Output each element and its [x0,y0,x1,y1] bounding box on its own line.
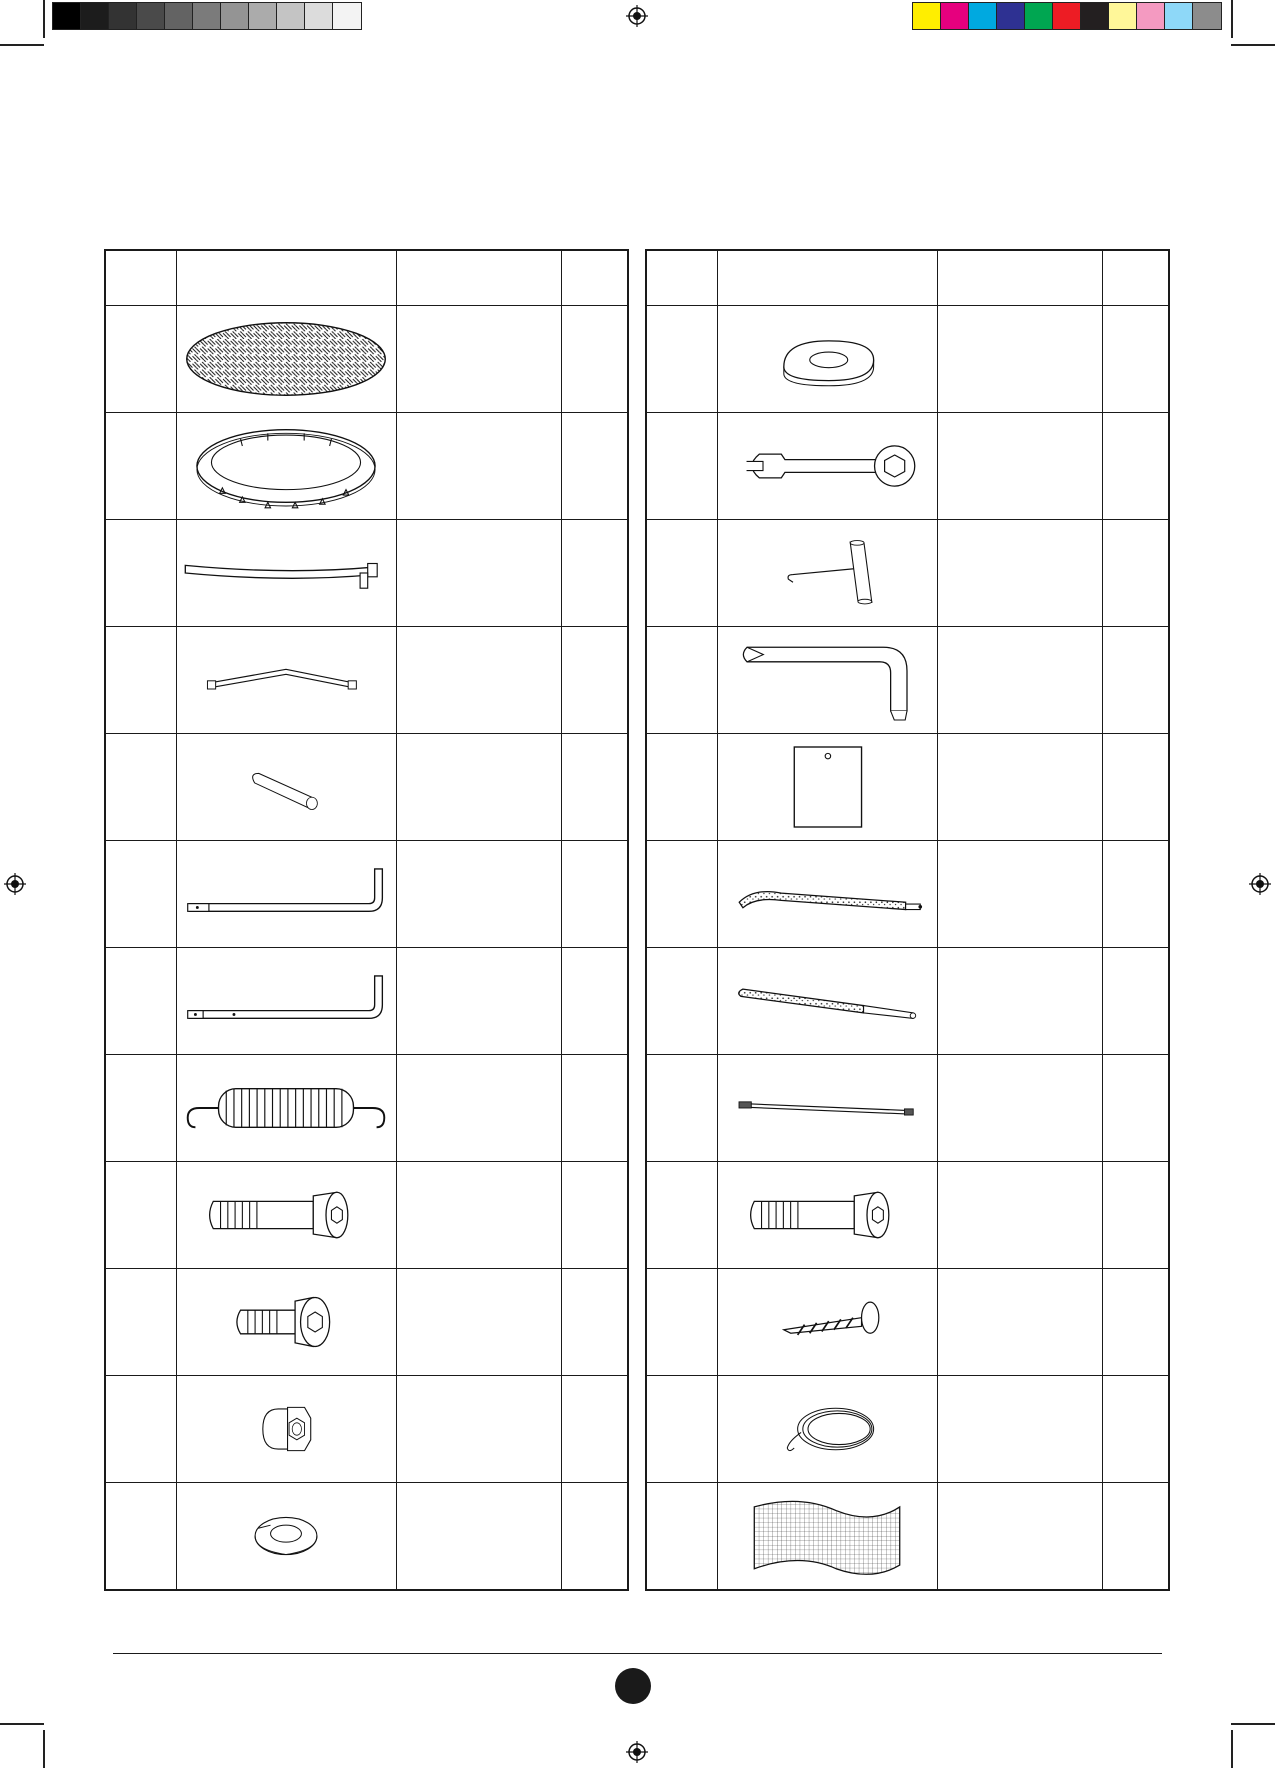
table-row [646,1376,1169,1483]
part-quantity-cell [561,841,628,948]
part-quantity-cell [561,1269,628,1376]
table-row [646,1483,1169,1591]
part-number-cell [105,1269,176,1376]
calibration-swatch [1108,2,1137,30]
part-description-cell [396,627,561,734]
header-cell [105,250,176,306]
calibration-swatch [108,2,137,30]
part-quantity-cell [1102,1055,1169,1162]
part-image-cell [176,627,396,734]
table-row [105,1162,628,1269]
part-quantity-cell [1102,1269,1169,1376]
part-number-cell [646,1483,717,1591]
calibration-swatch [80,2,109,30]
parts-table-left [104,249,629,1591]
part-description-cell [396,948,561,1055]
part-number-cell [105,413,176,520]
part-number-cell [105,948,176,1055]
part-quantity-cell [561,1376,628,1483]
header-cell [1102,250,1169,306]
table-row [105,1269,628,1376]
part-image-cell [717,1269,937,1376]
header-row [105,250,628,306]
part-image-cell [717,734,937,841]
part-description-cell [937,841,1102,948]
part-quantity-cell [1102,520,1169,627]
calibration-swatch [1164,2,1193,30]
part-number-cell [646,520,717,627]
part-description-cell [937,1269,1102,1376]
coiled-wire-icon [732,1393,922,1465]
part-quantity-cell [1102,1162,1169,1269]
part-description-cell [396,413,561,520]
part-image-cell [176,948,396,1055]
table-row [646,734,1169,841]
calibration-swatch [1192,2,1222,30]
table-row [105,627,628,734]
part-number-cell [105,734,176,841]
calibration-swatch [1136,2,1165,30]
crop-mark [0,44,44,46]
part-number-cell [105,627,176,734]
header-cell [937,250,1102,306]
calibration-swatch [136,2,165,30]
part-image-cell [717,1376,937,1483]
header-cell [396,250,561,306]
part-description-cell [396,734,561,841]
part-description-cell [937,306,1102,413]
wood-screw-icon [732,1290,922,1354]
header-cell [717,250,937,306]
part-image-cell [717,1162,937,1269]
calibration-swatch [304,2,333,30]
part-number-cell [646,1269,717,1376]
part-image-cell [176,734,396,841]
part-quantity-cell [561,520,628,627]
part-number-cell [646,413,717,520]
calibration-swatch [1024,2,1053,30]
long-hex-bolt-icon [186,1183,386,1247]
frame-ring-with-springs-icon [186,420,386,512]
l-shaped-leg-one-hole-icon [180,865,392,923]
tag-card-icon [727,741,927,833]
calibration-swatch [276,2,305,30]
part-number-cell [105,1376,176,1483]
table-row [646,520,1169,627]
page-number-badge [615,1668,651,1704]
part-quantity-cell [561,306,628,413]
safety-net-icon [727,1489,927,1583]
table-row [105,734,628,841]
part-number-cell [646,306,717,413]
part-quantity-cell [561,1483,628,1591]
crop-mark [1231,0,1233,38]
part-description-cell [396,1162,561,1269]
part-number-cell [646,1055,717,1162]
part-image-cell [717,948,937,1055]
table-row [646,841,1169,948]
table-row [105,520,628,627]
part-image-cell [176,520,396,627]
l-shaped-leg-two-holes-icon [180,972,392,1030]
part-number-cell [646,734,717,841]
part-number-cell [646,627,717,734]
calibration-swatch [940,2,969,30]
table-row [646,948,1169,1055]
part-quantity-cell [561,1055,628,1162]
part-image-cell [176,1269,396,1376]
calibration-swatch [1052,2,1081,30]
part-image-cell [176,841,396,948]
table-row [646,627,1169,734]
table-row [646,413,1169,520]
part-quantity-cell [561,1162,628,1269]
part-quantity-cell [1102,1376,1169,1483]
part-description-cell [937,413,1102,520]
straight-padded-net-pole-icon [721,969,933,1033]
part-image-cell [717,841,937,948]
table-row [105,1376,628,1483]
crop-mark [0,1723,44,1725]
part-description-cell [396,520,561,627]
registration-mark-icon [626,5,648,27]
part-image-cell [176,306,396,413]
part-image-cell [176,1162,396,1269]
cap-nut-icon [201,1392,371,1466]
part-quantity-cell [561,948,628,1055]
trampoline-mat-icon [181,315,391,403]
calibration-swatch [968,2,997,30]
part-image-cell [717,1055,937,1162]
table-row [646,1055,1169,1162]
part-quantity-cell [1102,734,1169,841]
part-quantity-cell [1102,306,1169,413]
part-image-cell [717,1483,937,1591]
crop-mark [1231,1723,1275,1725]
part-image-cell [176,1376,396,1483]
part-number-cell [105,1162,176,1269]
parts-table-right [645,249,1170,1591]
table-row [646,306,1169,413]
registration-mark-icon [626,1741,648,1763]
header-cell [561,250,628,306]
table-row [105,413,628,520]
part-description-cell [396,841,561,948]
crop-mark [43,0,45,38]
part-description-cell [396,1376,561,1483]
part-image-cell [717,627,937,734]
part-number-cell [105,1055,176,1162]
table-row [105,948,628,1055]
part-number-cell [105,520,176,627]
calibration-swatch [332,2,362,30]
part-quantity-cell [561,734,628,841]
header-cell [646,250,717,306]
part-quantity-cell [1102,1483,1169,1591]
part-number-cell [105,1483,176,1591]
calibration-swatch [996,2,1025,30]
table-row [105,1055,628,1162]
part-image-cell [717,413,937,520]
header-cell [176,250,396,306]
calibration-swatch [1080,2,1109,30]
registration-mark-icon [1249,873,1271,895]
short-hex-bolt-icon [186,1290,386,1354]
part-quantity-cell [561,413,628,520]
bent-padded-net-pole-icon [721,862,933,926]
part-number-cell [105,841,176,948]
foam-sleeve-icon [211,752,361,822]
table-row [646,1269,1169,1376]
part-quantity-cell [1102,413,1169,520]
curved-washer-icon [732,328,922,390]
crop-mark [1231,44,1275,46]
part-description-cell [937,734,1102,841]
part-quantity-cell [1102,948,1169,1055]
registration-mark-icon [4,873,26,895]
part-image-cell [717,306,937,413]
part-image-cell [176,413,396,520]
table-row [105,841,628,948]
part-description-cell [396,1483,561,1591]
header-row [646,250,1169,306]
curved-top-rail-icon [180,554,392,592]
part-description-cell [937,1376,1102,1483]
part-description-cell [937,948,1102,1055]
footer-divider [113,1653,1162,1654]
part-description-cell [396,1269,561,1376]
calibration-swatch [220,2,249,30]
thin-rod-icon [721,1086,933,1130]
part-number-cell [646,948,717,1055]
part-number-cell [646,1376,717,1483]
part-description-cell [937,627,1102,734]
part-description-cell [396,1055,561,1162]
crop-mark [43,1730,45,1768]
calibration-swatch [912,2,941,30]
part-description-cell [937,1483,1102,1591]
table-row [646,1162,1169,1269]
part-quantity-cell [1102,841,1169,948]
calibration-swatch [164,2,193,30]
part-number-cell [105,306,176,413]
bent-connector-tube-icon [196,659,376,701]
combination-wrench-icon [722,434,932,498]
table-row [105,1483,628,1591]
part-image-cell [176,1483,396,1591]
table-row [105,306,628,413]
part-number-cell [646,841,717,948]
long-hex-bolt-icon [727,1183,927,1247]
calibration-swatch [192,2,221,30]
tension-spring-icon [180,1079,392,1137]
crop-mark [1231,1730,1233,1768]
calibration-swatch [248,2,277,30]
spring-pull-tool-icon [742,528,912,618]
allen-key-icon [727,632,927,728]
spring-washer-icon [201,1499,371,1573]
part-description-cell [396,306,561,413]
part-quantity-cell [1102,627,1169,734]
part-image-cell [176,1055,396,1162]
part-description-cell [937,520,1102,627]
part-number-cell [646,1162,717,1269]
part-description-cell [937,1162,1102,1269]
part-quantity-cell [561,627,628,734]
part-description-cell [937,1055,1102,1162]
part-image-cell [717,520,937,627]
calibration-swatch [52,2,81,30]
